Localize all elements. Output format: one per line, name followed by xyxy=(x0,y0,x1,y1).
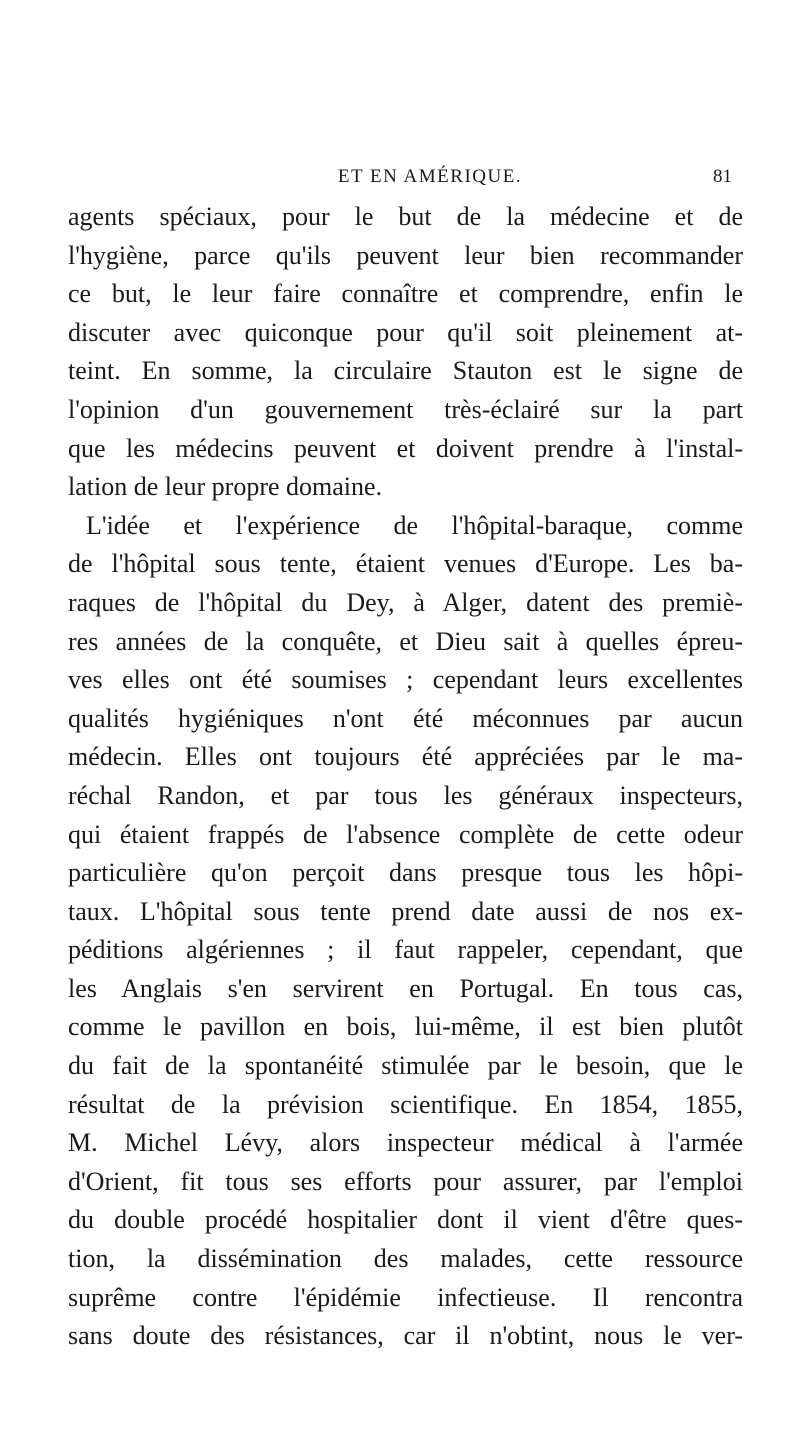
text-line: de l'hôpital sous tente, étaient venues d'Europe. Les ba- xyxy=(68,549,743,579)
text-line: ce but, le leur faire connaître et comprendre, enfin le xyxy=(68,279,743,309)
text-line: suprême contre l'épidémie infectieuse. Il rencontra xyxy=(68,1282,743,1312)
text-line: péditions algériennes ; il faut rappeler, cependant, que xyxy=(68,935,743,965)
text-line: que les médecins peuvent et doivent prendre à l'instal- xyxy=(68,433,743,463)
body-text xyxy=(68,198,743,1356)
text-line: ves elles ont été soumises ; cependant leurs excellentes xyxy=(68,665,743,695)
text-line: comme le pavillon en bois, lui-même, il est bien plutôt xyxy=(68,1012,743,1042)
text-line: agents spéciaux, pour le but de la médecine et de xyxy=(68,202,743,231)
text-line: tion, la dissémination des malades, cette ressource xyxy=(68,1244,743,1274)
text-line: lation de leur propre domaine. xyxy=(68,472,383,502)
text-line: L'idée et l'expérience de l'hôpital-baraque, comme xyxy=(86,510,743,540)
running-head: ET EN AMÉRIQUE. xyxy=(337,166,523,187)
text-line: médecin. Elles ont toujours été appréciées par le ma- xyxy=(68,742,743,772)
text-line: qui étaient frappés de l'absence complète de cette odeur xyxy=(68,819,743,849)
text-line: teint. En somme, la circulaire Stauton est le signe de xyxy=(68,356,743,386)
text-line: res années de la conquête, et Dieu sait à quelles épreu- xyxy=(68,626,743,656)
text-line: raques de l'hôpital du Dey, à Alger, datent des premiè- xyxy=(68,587,743,617)
text-line: résultat de la prévision scientifique. En 1854, 1855, xyxy=(68,1089,743,1119)
text-line: taux. L'hôpital sous tente prend date aussi de nos ex- xyxy=(68,896,743,926)
text-line: les Anglais s'en servirent en Portugal. En tous cas, xyxy=(68,973,743,1003)
text-line: sans doute des résistances, car il n'obtint, nous le ver- xyxy=(68,1321,743,1351)
text-line: qualités hygiéniques n'ont été méconnues par aucun xyxy=(68,703,743,733)
text-line: réchal Randon, et par tous les généraux inspecteurs, xyxy=(68,780,743,810)
text-line: d'Orient, fit tous ses efforts pour assurer, par l'emploi xyxy=(68,1166,743,1196)
text-line: du double procédé hospitalier dont il vient d'être ques- xyxy=(68,1205,743,1235)
text-line: du fait de la spontanéité stimulée par le besoin, que le xyxy=(68,1051,743,1081)
text-line: l'hygiène, parce qu'ils peuvent leur bien recommander xyxy=(68,240,743,270)
text-line: particulière qu'on perçoit dans presque tous les hôpi- xyxy=(68,858,743,888)
page-number: 81 xyxy=(713,166,732,187)
text-line: M. Michel Lévy, alors inspecteur médical à l'armée xyxy=(68,1128,743,1158)
text-line: l'opinion d'un gouvernement très-éclairé sur la part xyxy=(68,394,743,424)
text-line: discuter avec quiconque pour qu'il soit pleinement at- xyxy=(68,317,743,347)
page-header xyxy=(80,166,740,194)
